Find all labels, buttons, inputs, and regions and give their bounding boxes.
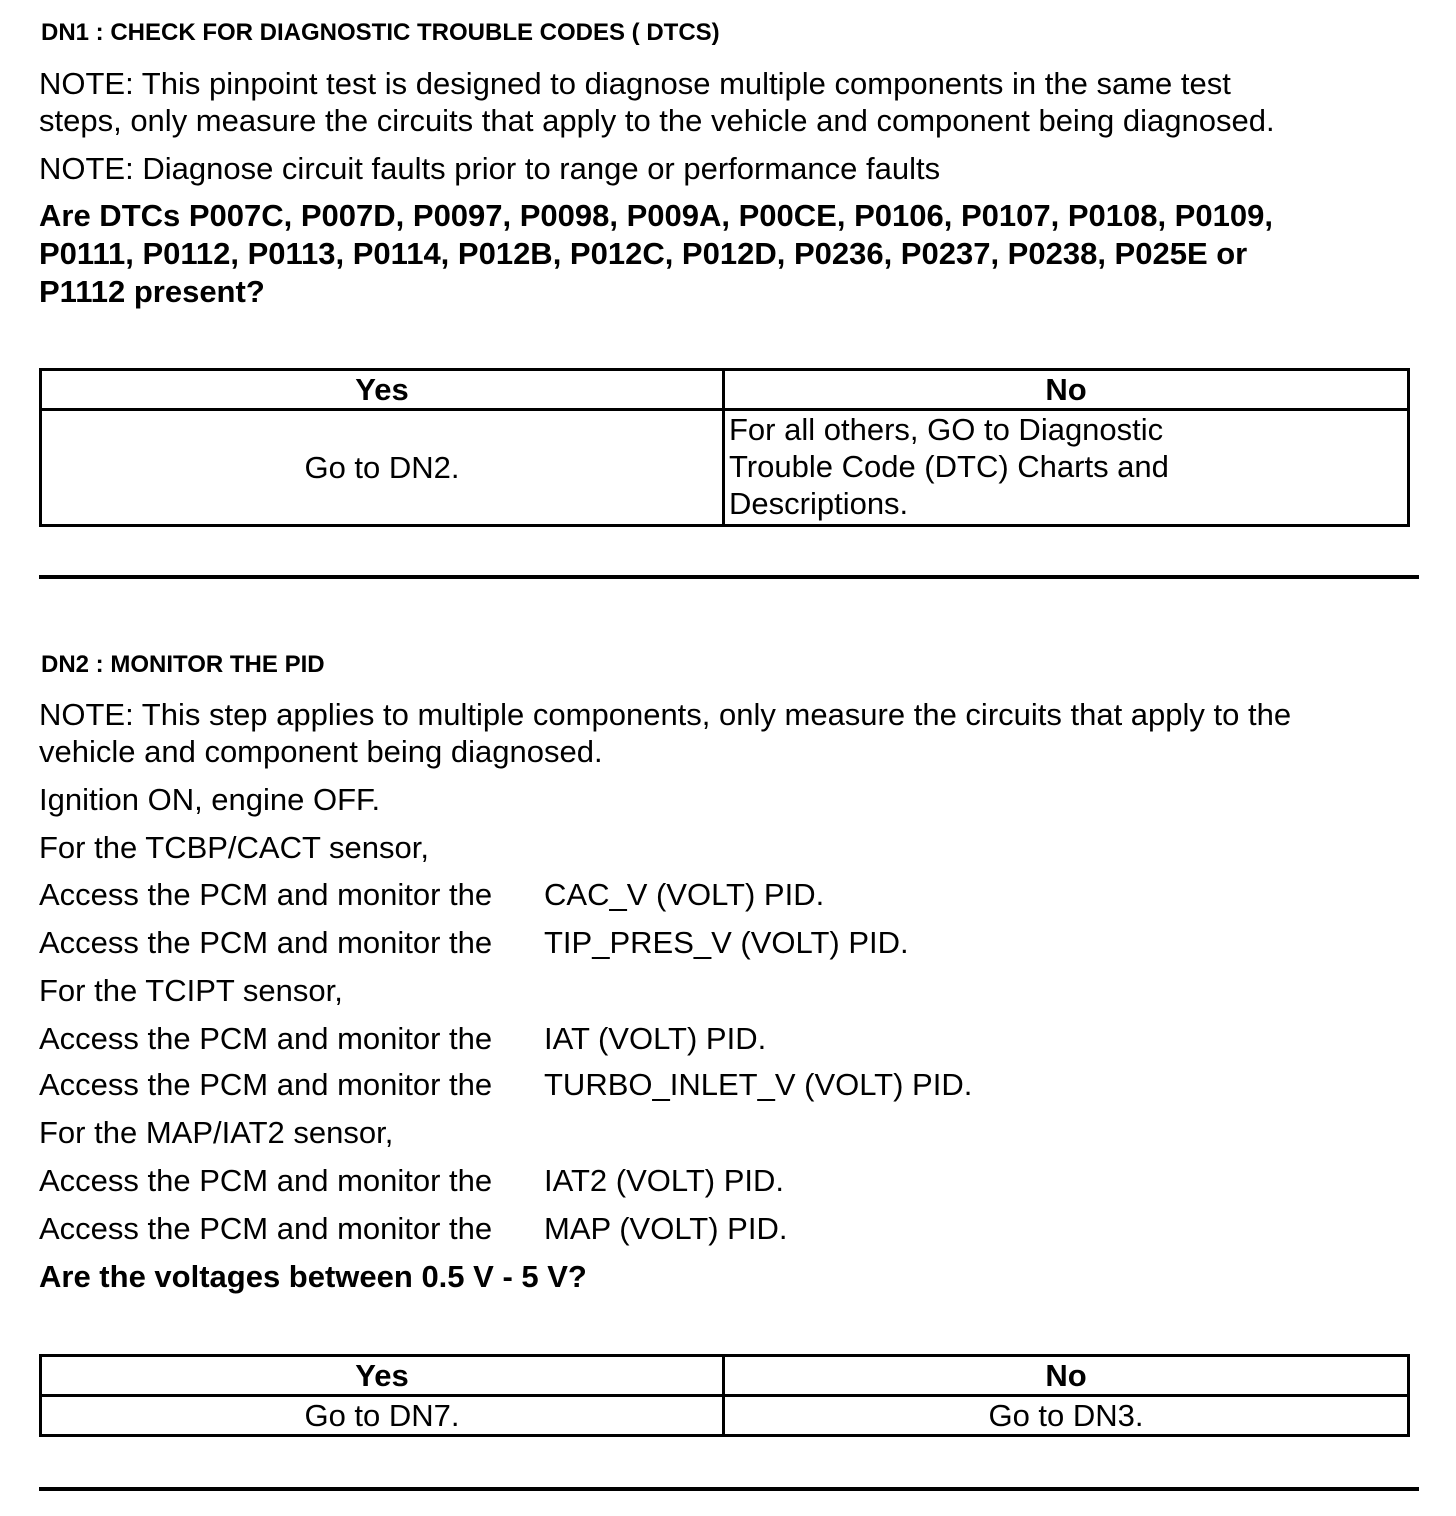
access-label: Access the PCM and monitor the bbox=[39, 925, 493, 960]
access-label: Access the PCM and monitor the bbox=[39, 1211, 493, 1246]
dn2-step-iat bbox=[39, 1020, 766, 1058]
dn2-no-header: No bbox=[724, 1356, 1409, 1396]
dn2-heading: DN2 : MONITOR THE PID bbox=[41, 651, 325, 678]
dn1-question-line1: Are DTCs P007C, P007D, P0097, P0098, P009A, P00CE, P0106, P0107, P0108, P0109, bbox=[39, 198, 1273, 233]
dn2-yes-action: Go to DN7. bbox=[41, 1396, 724, 1436]
dn2-step-map bbox=[39, 1210, 787, 1248]
dn2-note-line1: NOTE: This step applies to multiple components, only measure the circuits that apply to the bbox=[39, 697, 1292, 732]
dn2-tcipt-intro: For the TCIPT sensor, bbox=[39, 973, 343, 1008]
access-label: Access the PCM and monitor the bbox=[39, 1021, 493, 1056]
dn1-note1-line2: steps, only measure the circuits that apply to the vehicle and component being diagnosed. bbox=[39, 103, 1275, 138]
dn2-map-intro: For the MAP/IAT2 sensor, bbox=[39, 1115, 394, 1150]
dn1-no-action-line2: Trouble Code (DTC) Charts and bbox=[729, 449, 1169, 484]
dn1-no-action-line1: For all others, GO to Diagnostic bbox=[729, 412, 1164, 447]
dn2-answer-table bbox=[39, 1354, 1410, 1437]
access-label: Access the PCM and monitor the bbox=[39, 1067, 493, 1102]
dn1-note1-line1: NOTE: This pinpoint test is designed to diagnose multiple components in the same test bbox=[39, 66, 1231, 101]
access-label: Access the PCM and monitor the bbox=[39, 877, 493, 912]
dn2-yes-header: Yes bbox=[41, 1356, 724, 1396]
dn2-step-turbo bbox=[39, 1066, 972, 1104]
pid-iat: IAT (VOLT) PID. bbox=[544, 1021, 767, 1056]
dn2-note-line2: vehicle and component being diagnosed. bbox=[39, 734, 603, 769]
dn2-no-action: Go to DN3. bbox=[724, 1396, 1409, 1436]
pid-turbo: TURBO_INLET_V (VOLT) PID. bbox=[544, 1067, 973, 1102]
dn1-note2: NOTE: Diagnose circuit faults prior to range or performance faults bbox=[39, 151, 941, 186]
section-divider bbox=[39, 575, 1419, 579]
bottom-divider bbox=[39, 1487, 1419, 1491]
dn2-step-tip bbox=[39, 924, 909, 962]
access-label: Access the PCM and monitor the bbox=[39, 1163, 493, 1198]
dn2-step-iat2 bbox=[39, 1162, 784, 1200]
pid-map: MAP (VOLT) PID. bbox=[544, 1211, 788, 1246]
pid-tip: TIP_PRES_V (VOLT) PID. bbox=[544, 925, 909, 960]
pid-cac: CAC_V (VOLT) PID. bbox=[544, 877, 825, 912]
dn1-no-header: No bbox=[724, 370, 1409, 410]
dn1-no-action bbox=[724, 410, 1409, 526]
dn1-yes-header: Yes bbox=[41, 370, 724, 410]
dn1-yes-action: Go to DN2. bbox=[41, 410, 724, 526]
dn1-question-line3: P1112 present? bbox=[39, 274, 265, 309]
dn2-step-cac bbox=[39, 876, 824, 914]
pid-iat2: IAT2 (VOLT) PID. bbox=[544, 1163, 784, 1198]
dn1-no-action-line3: Descriptions. bbox=[729, 486, 909, 521]
dn2-tcbp-intro: For the TCBP/CACT sensor, bbox=[39, 830, 429, 865]
dn2-question: Are the voltages between 0.5 V - 5 V? bbox=[39, 1259, 587, 1294]
dn1-question-line2: P0111, P0112, P0113, P0114, P012B, P012C, P012D, P0236, P0237, P0238, P025E or bbox=[39, 236, 1248, 271]
dn2-ignition-step: Ignition ON, engine OFF. bbox=[39, 782, 381, 817]
dn1-heading: DN1 : CHECK FOR DIAGNOSTIC TROUBLE CODES ( DTCS) bbox=[41, 19, 720, 46]
dn1-answer-table bbox=[39, 368, 1410, 527]
